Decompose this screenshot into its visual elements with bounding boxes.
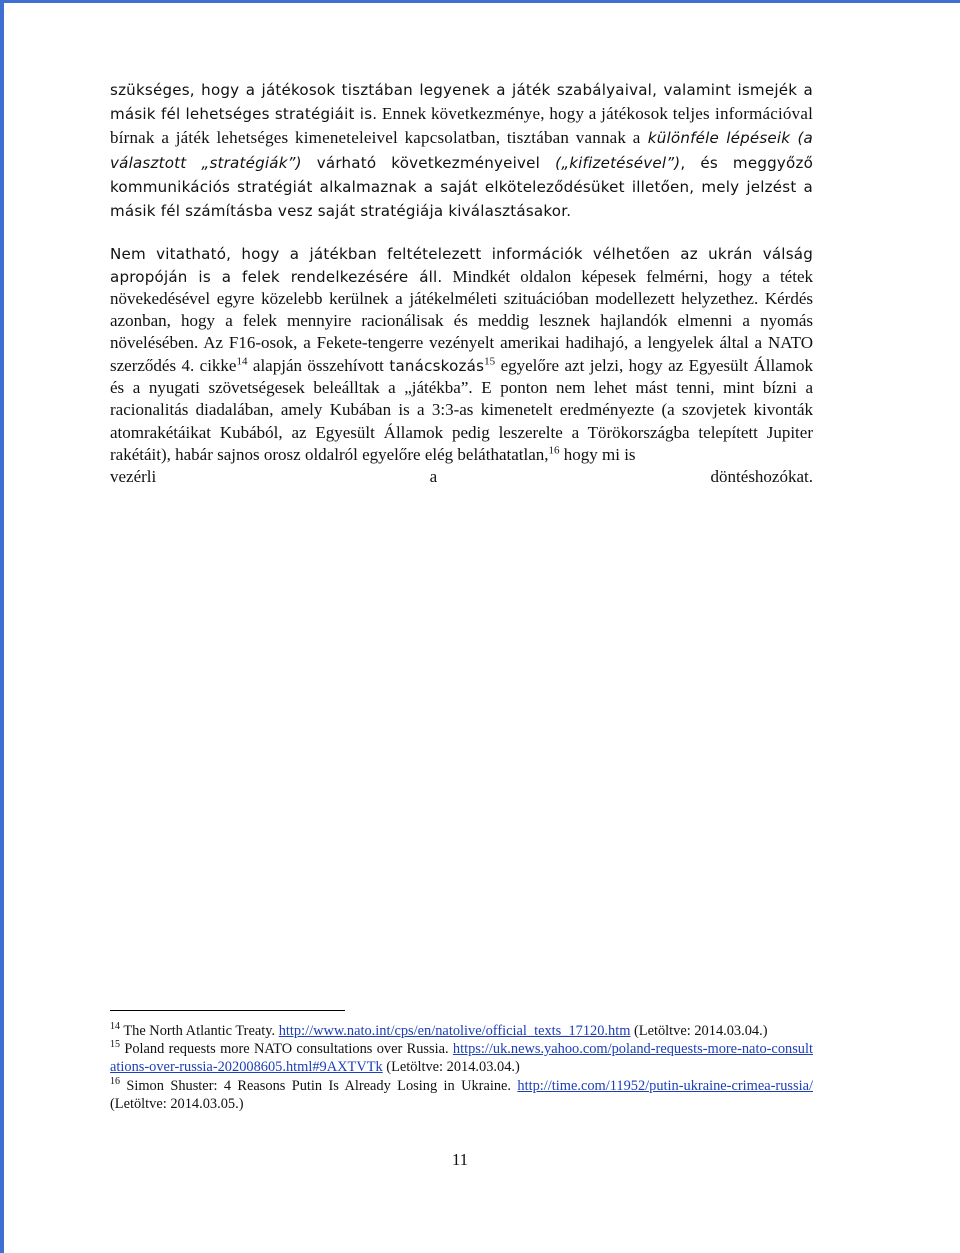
paragraph-1 xyxy=(110,78,813,223)
footnote-link[interactable]: http://time.com/11952/putin-ukraine-crimea-russia/ xyxy=(517,1077,813,1094)
footnote-number: 14 xyxy=(110,1021,120,1033)
p2-sentence-1: Nem vitatható, hogy a játékban feltételezett információk vélhetően az ukrán válság apropóján is a felek rendelkezésére áll. xyxy=(110,245,813,286)
p1-line2b: Ennek következménye, hogy a játékosok teljes xyxy=(377,104,710,124)
footnote-after: (Letöltve: 2014.03.05.) xyxy=(110,1095,244,1112)
p1-line3: információval bírnak a játék lehetséges kimeneteleivel kapcsolatban, tisztában vannak a xyxy=(110,104,813,148)
page-frame-left xyxy=(0,0,4,1253)
footnote-ref-14[interactable]: 14 xyxy=(236,355,248,368)
footnote-ref-15[interactable]: 15 xyxy=(484,355,496,368)
footnote-16 xyxy=(110,1077,813,1113)
p1-line2a: másik fél lehetséges stratégiáit is. xyxy=(110,105,378,124)
p2-last-word-2: a xyxy=(429,467,438,487)
footnote-14 xyxy=(110,1022,813,1040)
footnote-text: Simon Shuster: 4 Reasons Putin Is Already Losing in Ukraine. xyxy=(120,1077,518,1094)
footnote-after: (Letöltve: 2014.03.04.) xyxy=(382,1059,520,1076)
paragraph-2 xyxy=(110,243,813,466)
p1-line4b: várható következményeivel xyxy=(301,153,541,172)
footnote-after: (Letöltve: 2014.03.04.) xyxy=(630,1023,768,1039)
footnote-link[interactable]: https://uk.news.yahoo.com/poland-requests-more-nato-consultations-over-russia-202008605.html#9AXTVTk xyxy=(110,1041,813,1076)
p2-sentence-5: hogy mi is xyxy=(559,444,636,464)
page-number: 11 xyxy=(451,1150,469,1169)
p2-sentence-3: alapján összehívott xyxy=(247,355,390,375)
footnote-ref-16[interactable]: 16 xyxy=(548,444,560,457)
footnote-separator xyxy=(110,1010,345,1011)
p2-last-word-3: döntéshozókat. xyxy=(710,467,813,487)
p2-sentence-3b: tanácskozás xyxy=(389,356,485,375)
p1-line4a: különféle lépéseik (a választott „stratégiák”) xyxy=(110,129,814,172)
p1-line7: kiválasztásakor. xyxy=(448,202,572,221)
p1-line1: szükséges, hogy a játékosok tisztában legyenek a játék szabályaival, valamint ismejék a xyxy=(110,81,813,99)
footnote-number: 16 xyxy=(110,1075,120,1087)
p2-last-word-1: vezérli xyxy=(110,467,157,487)
page-frame-top xyxy=(0,0,960,3)
p1-line5b: , és meggyőző kommunikációs stratégiát alkalmaznak a saját xyxy=(110,153,814,196)
footnote-15 xyxy=(110,1040,813,1076)
p2-sentence-2: Mindkét oldalon képesek felmérni, hogy a tétek növekedésével egyre közelebb kerülnek a játékelméleti szituációban modellezett helyzethez. Kérdés azonban, hogy a felek mennyire racionálisak és meddig lesznek hajlandók elmenni a nyomás növelésében. Az F16-osok, a Fekete-tengerre vezényelt amerikai hadihajó, a lengyelek által a NATO szerződés 4. cikke xyxy=(110,266,813,375)
footnote-number: 15 xyxy=(110,1039,120,1051)
p1-line6: elköteleződésüket illetően, mely jelzést a másik fél számításba vesz saját stratégiája xyxy=(110,177,813,221)
footnote-text: The North Atlantic Treaty. xyxy=(120,1023,279,1039)
document-body xyxy=(110,78,813,488)
footnote-link[interactable]: http://www.nato.int/cps/en/natolive/official_texts_17120.htm xyxy=(278,1023,631,1039)
footnotes xyxy=(110,1022,813,1113)
p2-sentence-4: egyelőre azt jelzi, hogy az Egyesült Államok és a nyugati szövetségesek beleálltak a „játékba”. E ponton nem lehet mást tenni, mint bízni a racionalitás diadalában, amely Kubában is a 3:3-as kimenetelt eredményezte (a szovjetek kivonták atomrakétáikat Kubából, az Egyesült Államok pedig leszerelte a Törökországba telepített Jupiter rakétáit), habár sajnos orosz oldalról egyelőre elég beláthatatlan, xyxy=(110,355,814,464)
footnote-text: Poland requests more NATO consultations over Russia. xyxy=(120,1041,453,1058)
p1-line5a: („kifizetésével”) xyxy=(555,153,681,172)
p2-last-line xyxy=(110,466,813,488)
